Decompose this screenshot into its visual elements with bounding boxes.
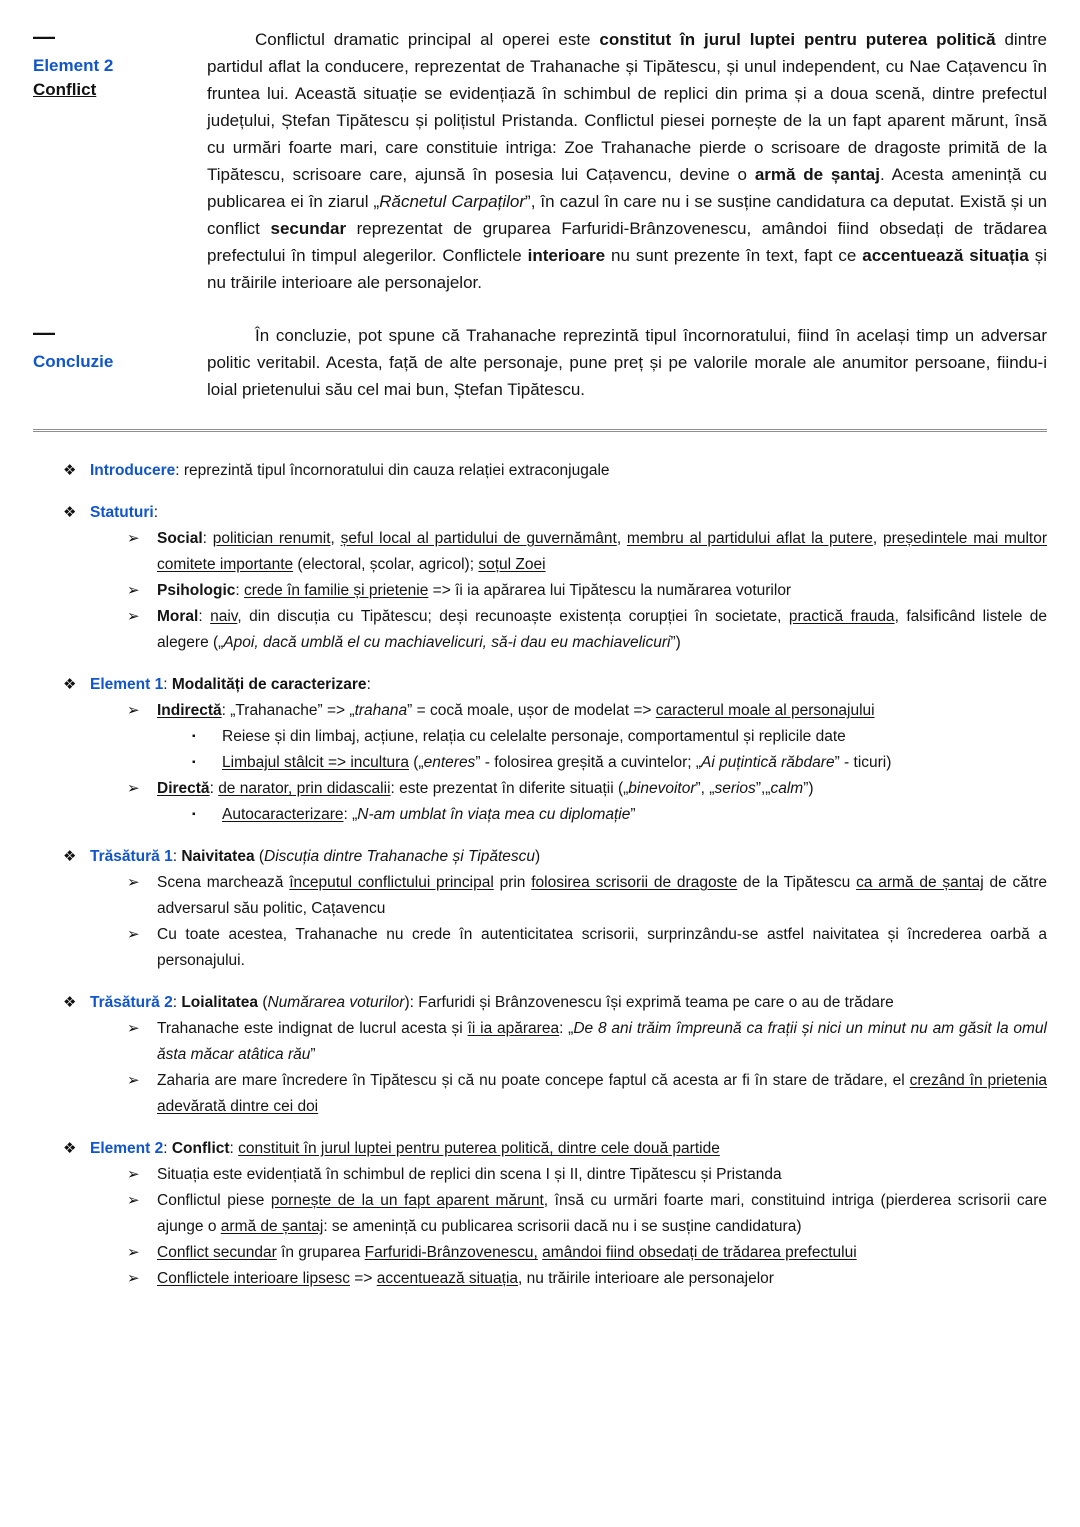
margin-heading-element-2: Element 2 [33, 56, 114, 75]
text-segment: Răcnetul Carpaților [379, 192, 526, 211]
outline-text [157, 1188, 1047, 1240]
text-segment: : [163, 676, 172, 693]
arrow-bullet-icon: ➢ [127, 1192, 140, 1209]
outline-text [157, 578, 1047, 604]
text-segment: enteres [423, 754, 476, 771]
text-segment: constitut în jurul luptei pentru puterea politică [599, 30, 996, 49]
text-segment: : [209, 780, 219, 797]
conflict-paragraph [207, 26, 1047, 296]
diamond-bullet-icon: ❖ [63, 994, 77, 1011]
text-segment: (electoral, școlar, agricol); [293, 556, 479, 573]
outline-text [157, 526, 1047, 578]
text-segment: : [198, 608, 211, 625]
text-segment: Zaharia are mare încredere în Tipătescu și că nu poate concepe faptul că acesta ar fi în stare de trădare, el [157, 1072, 910, 1089]
text-segment: Social [157, 530, 203, 547]
outline-subitem [33, 776, 1047, 802]
outline-text [157, 1266, 1047, 1292]
arrow-bullet-icon: ➢ [127, 702, 140, 719]
arrow-bullet-icon: ➢ [127, 1166, 140, 1183]
outline-text [157, 698, 1047, 724]
text-segment: Conflictul piese [157, 1192, 271, 1209]
outline-text [157, 604, 1047, 656]
text-segment: amândoi fiind obsedați de trădarea prefectului [542, 1244, 857, 1261]
text-segment: accentuează situația [862, 246, 1029, 265]
text-segment: practică frauda [788, 608, 895, 625]
text-segment: de narator, prin didascalii [218, 780, 391, 797]
text-segment: interioare [527, 246, 606, 265]
outline-text [90, 672, 1047, 698]
text-segment: ” - ticuri) [834, 754, 892, 771]
text-segment: ”,„ [755, 780, 771, 797]
text-segment: Conflictul dramatic principal al operei este [255, 30, 600, 49]
arrow-bullet-icon: ➢ [127, 608, 140, 625]
text-segment: ( [254, 848, 265, 865]
text-segment: îi ia apărarea [467, 1020, 560, 1037]
arrow-bullet-icon: ➢ [127, 1244, 140, 1261]
arrow-bullet-icon: ➢ [127, 1072, 140, 1089]
diamond-bullet-icon: ❖ [63, 462, 77, 479]
margin-notes-conclusion [33, 322, 207, 403]
text-segment: Conflictele interioare lipsesc [157, 1270, 350, 1287]
arrow-bullet-icon: ➢ [127, 530, 140, 547]
text-segment: De 8 ani trăim împreună ca frații și nici un minut nu am găsit la omul ăsta măcar atâtica rău [157, 1020, 1047, 1063]
text-segment: În concluzie, pot spune că Trahanache reprezintă tipul încornoratului, fiind în același timp un adversar politic veritabil. Acesta, față de alte personaje, pune preț și pe valorile morale ale anumitor persoane, fiindu-i loial prietenului său cel mai bun, Ștefan Tipătescu. [207, 326, 1047, 399]
text-segment: : [172, 848, 182, 865]
text-segment: pornește de la un fapt aparent mărunt [270, 1192, 544, 1209]
text-segment: Loialitatea [181, 994, 259, 1011]
dash-marker: — [33, 24, 54, 49]
outline-text [157, 776, 1047, 802]
square-bullet-icon: ▪ [192, 757, 196, 768]
text-segment: crede în familie și prietenie [244, 582, 429, 599]
text-segment: N-am umblat în viața mea cu diplomație [357, 806, 631, 823]
outline-text [90, 1136, 1047, 1162]
text-segment: => [349, 1270, 377, 1287]
text-segment: : [235, 582, 244, 599]
text-segment: ” = cocă moale, ușor de modelat => [407, 702, 656, 719]
outline-item [33, 672, 1047, 698]
text-segment: șeful local al partidului de guvernământ [340, 530, 617, 547]
text-segment: calm [770, 780, 804, 797]
text-segment: Indirectă [157, 702, 222, 719]
text-segment: trahana [354, 702, 408, 719]
text-segment: accentuează situația [376, 1270, 519, 1287]
text-segment: Trăsătură 1 [90, 848, 173, 865]
margin-heading-conflict: Conflict [33, 80, 97, 99]
text-segment: Cu toate acestea, Trahanache nu crede în autenticitatea scrisorii, surprinzându-se astfel naivitatea și încrederea oarbă a personajului. [157, 926, 1047, 969]
text-segment: („ [408, 754, 424, 771]
outline-subitem [33, 698, 1047, 724]
text-segment: : „Trahanache” => „ [221, 702, 355, 719]
text-segment: Moral [157, 608, 199, 625]
text-segment: Reiese și din limbaj, acțiune, relația cu celelalte personaje, comportamentul și replicile date [222, 728, 846, 745]
margin-heading-concluzie: Concluzie [33, 352, 114, 371]
square-bullet-icon: ▪ [192, 731, 196, 742]
diamond-bullet-icon: ❖ [63, 504, 77, 521]
outline-text [157, 1240, 1047, 1266]
text-segment: binevoitor [628, 780, 696, 797]
outline-text [90, 990, 1047, 1016]
outline-text [222, 724, 1047, 750]
text-segment: prin [493, 874, 532, 891]
outline-item [33, 844, 1047, 870]
text-segment: Autocaracterizare [222, 806, 344, 823]
text-segment: Trahanache este indignat de lucrul acesta și [157, 1020, 468, 1037]
text-segment: Scena marchează [157, 874, 290, 891]
text-segment: => îi ia apărarea lui Tipătescu la numărarea voturilor [428, 582, 792, 599]
outline-subitem [33, 604, 1047, 656]
text-segment: : [153, 504, 159, 521]
text-segment: serios [714, 780, 756, 797]
text-segment: naiv [210, 608, 238, 625]
conclusion-paragraph [207, 322, 1047, 403]
text-segment: reprezentat de gruparea Farfuridi-Brânzovenescu, amândoi fiind obsedați de trădarea prefectului în timpul alegerilor. Conflictele [207, 219, 1047, 265]
text-segment: . Acesta amenință cu publicarea ei în ziarul „ [207, 165, 1047, 211]
text-segment: Limbajul stâlcit => incultura [222, 754, 409, 771]
text-segment: Element 2 [90, 1140, 164, 1157]
text-segment: ” [310, 1046, 316, 1063]
text-segment: Directă [157, 780, 210, 797]
outline-subsubitem [33, 724, 1047, 750]
text-segment: ”) [803, 780, 814, 797]
text-segment: : [229, 1140, 239, 1157]
text-segment: Farfuridi-Brânzovenescu, [364, 1244, 538, 1261]
text-segment: ” [630, 806, 636, 823]
text-segment: Numărarea voturilor [267, 994, 405, 1011]
text-segment: Naivitatea [181, 848, 255, 865]
text-segment: Psihologic [157, 582, 236, 599]
text-segment: secundar [270, 219, 347, 238]
text-segment: ( [258, 994, 268, 1011]
text-segment: , nu trăirile interioare ale personajelor [518, 1270, 774, 1287]
text-segment: , falsificând listele de alegere („ [157, 608, 1047, 651]
text-segment: și nu trăirile interioare ale personajelor. [207, 246, 1047, 292]
text-segment: , din discuția cu Tipătescu; deși recunoaște existența corupției în societate, [237, 608, 789, 625]
outline-text [90, 458, 1047, 484]
outline-item [33, 990, 1047, 1016]
text-segment: de către adversarul său politic, Cațavencu [157, 874, 1047, 917]
outline-text [222, 750, 1047, 776]
outline-subitem [33, 1188, 1047, 1240]
outline-subitem [33, 1068, 1047, 1120]
text-segment: Apoi, dacă umblă el cu machiavelicuri, să-i dau eu machiavelicuri [223, 634, 671, 651]
text-segment: , [330, 530, 341, 547]
outline-text [90, 500, 1047, 526]
text-segment: ): Farfuridi și Brânzovenescu își exprimă teama pe care o au de trădare [404, 994, 894, 1011]
outline-subitem [33, 1162, 1047, 1188]
outline-subitem [33, 870, 1047, 922]
text-segment: Discuția dintre Trahanache și Tipătescu [264, 848, 536, 865]
text-segment: ”, în cazul în care nu i se susține candidatura ca deputat. Există și un conflict [207, 192, 1047, 238]
text-segment: : „ [559, 1020, 574, 1037]
text-segment: ) [535, 848, 541, 865]
text-segment: : [163, 1140, 172, 1157]
outline-subitem [33, 578, 1047, 604]
text-segment: de la Tipătescu [737, 874, 857, 891]
text-segment: dintre partidul aflat la conducere, reprezentat de Trahanache și Tipătescu, și unul independent, cu Nae Cațavencu în fruntea lui. Această situație se evidențiază în schimbul de replici din prima și a doua scenă, dintre prefectul județului, Ștefan Tipătescu și polițistul Pristanda. Conflictul piesei pornește de la un fapt aparent mărunt, însă cu urmări foarte mari, care constituie intriga: Zoe Trahanache pierde o scrisoare de dragoste primită de la Tipătescu, scrisoare care, ajunsă în posesia lui Cațavencu, devine o [207, 30, 1047, 184]
text-segment: : se amenință cu publicarea scrisorii dacă nu i se susține candidatura) [323, 1218, 802, 1235]
diamond-bullet-icon: ❖ [63, 676, 77, 693]
arrow-bullet-icon: ➢ [127, 1270, 140, 1287]
square-bullet-icon: ▪ [192, 809, 196, 820]
diamond-bullet-icon: ❖ [63, 1140, 77, 1157]
text-segment: , [872, 530, 883, 547]
arrow-bullet-icon: ➢ [127, 874, 140, 891]
outline-text [157, 870, 1047, 922]
arrow-bullet-icon: ➢ [127, 582, 140, 599]
text-segment: : [202, 530, 213, 547]
text-segment: Situația este evidențiată în schimbul de replici din scena I și II, dintre Tipătescu și Pristanda [157, 1166, 782, 1183]
text-segment: Modalități de caracterizare [171, 676, 367, 693]
text-segment: soțul Zoei [478, 556, 546, 573]
conflict-section [33, 26, 1047, 296]
text-segment: Statuturi [90, 504, 154, 521]
outline-subsubitem [33, 750, 1047, 776]
diamond-bullet-icon: ❖ [63, 848, 77, 865]
dash-marker: — [33, 320, 54, 345]
text-segment: caracterul moale al personajului [655, 702, 875, 719]
text-segment: , [616, 530, 627, 547]
text-segment: : reprezintă tipul încornoratului din cauza relației extraconjugale [175, 462, 610, 479]
outline-subitem [33, 526, 1047, 578]
text-segment: ”, „ [695, 780, 715, 797]
arrow-bullet-icon: ➢ [127, 780, 140, 797]
text-segment: crezând în prietenia adevărată dintre cei doi [157, 1072, 1048, 1115]
text-segment: președintele mai multor comitete importante [157, 530, 1048, 573]
text-segment: Introducere [90, 462, 176, 479]
outline-text [157, 1068, 1047, 1120]
text-segment: folosirea scrisorii de dragoste [531, 874, 738, 891]
text-segment: Element 1 [90, 676, 164, 693]
text-segment: Ai puțintică răbdare [701, 754, 835, 771]
text-segment: începutul conflictului principal [289, 874, 494, 891]
outline-subsubitem [33, 802, 1047, 828]
text-segment: : este prezentat în diferite situații („ [390, 780, 629, 797]
text-segment: nu sunt prezente în text, fapt ce [605, 246, 863, 265]
outline-list [33, 458, 1047, 1292]
outline-text [157, 1162, 1047, 1188]
outline-text [90, 844, 1047, 870]
outline-text [222, 802, 1047, 828]
text-segment: : [172, 994, 182, 1011]
text-segment: : „ [343, 806, 358, 823]
arrow-bullet-icon: ➢ [127, 1020, 140, 1037]
outline-subitem [33, 1266, 1047, 1292]
text-segment: Trăsătură 2 [90, 994, 173, 1011]
outline-subitem [33, 1016, 1047, 1068]
outline-text [157, 922, 1047, 974]
outline-item [33, 458, 1047, 484]
outline-text [157, 1016, 1047, 1068]
horizontal-divider [33, 429, 1047, 432]
text-segment: : [366, 676, 371, 693]
text-segment: Conflict secundar [157, 1244, 277, 1261]
outline-subitem [33, 922, 1047, 974]
arrow-bullet-icon: ➢ [127, 926, 140, 943]
text-segment: , însă cu urmări foarte mari, constituind intriga (pierderea scrisorii care ajunge o [157, 1192, 1047, 1235]
margin-notes-conflict [33, 26, 207, 296]
outline-subitem [33, 1240, 1047, 1266]
outline-item [33, 1136, 1047, 1162]
text-segment: ”) [670, 634, 681, 651]
text-segment: ” - folosirea greșită a cuvintelor; „ [475, 754, 702, 771]
text-segment: politician renumit [212, 530, 331, 547]
text-segment: în gruparea [276, 1244, 365, 1261]
outline-item [33, 500, 1047, 526]
text-segment: ca armă de șantaj [856, 874, 984, 891]
text-segment: constituit în jurul luptei pentru puterea politică, dintre cele două partide [238, 1140, 720, 1157]
conclusion-section [33, 322, 1047, 403]
text-segment: armă de șantaj [754, 165, 880, 184]
text-segment: Conflict [171, 1140, 230, 1157]
text-segment: membru al partidului aflat la putere [626, 530, 873, 547]
text-segment: armă de șantaj [220, 1218, 324, 1235]
